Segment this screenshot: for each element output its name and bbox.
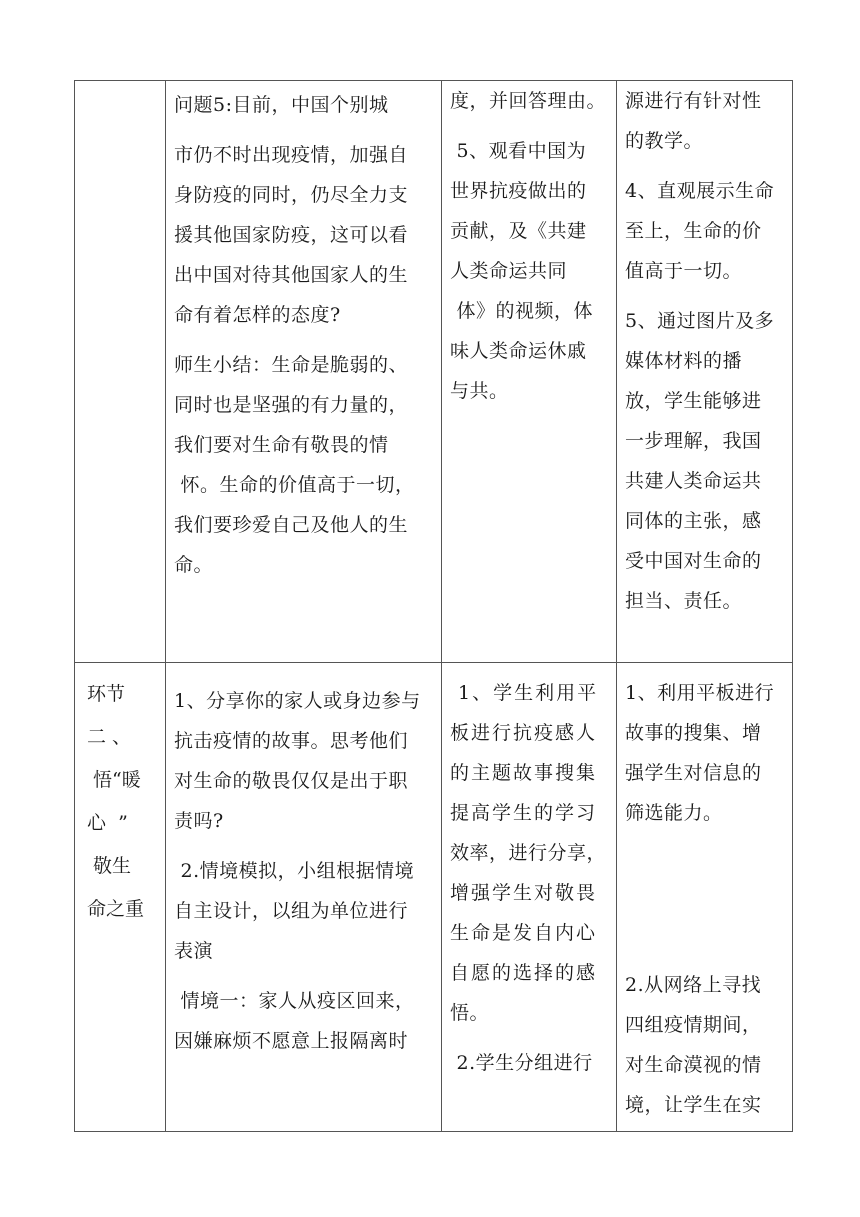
text-line: 5、观看中国为 [450, 140, 587, 162]
text-line: 1、利用平板进行 [625, 682, 775, 704]
text-line: 体》的视频，体 [450, 300, 594, 322]
text-line: 的教学。 [625, 130, 704, 152]
text-line: 同时也是坚强的有力量的， [174, 394, 409, 416]
text-line: 2.情境模拟，小组根据情境 [174, 860, 415, 882]
text-line: 2.学生分组进行 [450, 1052, 593, 1074]
text-line: 表演 [174, 940, 214, 962]
text-line: 怀。生命的价值高于一切， [174, 474, 415, 496]
stage-label-line: 二 、 [87, 726, 132, 748]
text-line: 生命是发自内心 [450, 922, 598, 944]
text-line: 贡献，及《共建 [450, 220, 587, 242]
text-line: 增强学生对敬畏 [450, 882, 598, 904]
text-line: 四组疫情期间， [625, 1014, 762, 1036]
stage-label-line: 敬生 [87, 855, 132, 877]
text-line: 情境一：家人从疫区回来， [174, 990, 415, 1012]
text-line: 1、分享你的家人或身边参与 [174, 690, 421, 712]
text-line: 人类命运共同 [450, 260, 568, 282]
text-line: 一步理解，我国 [625, 430, 762, 452]
text-line: 同体的主张，感 [625, 510, 762, 532]
text-line: 4、直观展示生命 [625, 180, 775, 202]
text-line: 命有着怎样的态度? [174, 304, 341, 326]
text-line: 世界抗疫做出的 [450, 180, 587, 202]
text-line: 源进行有针对性 [625, 90, 762, 112]
text-line: 师生小结：生命是脆弱的、 [174, 354, 409, 376]
text-line: 市仍不时出现疫情，加强自 [174, 144, 409, 166]
text-line: 因嫌麻烦不愿意上报隔离时 [174, 1030, 409, 1052]
text-line: 放，学生能够进 [625, 390, 762, 412]
text-line: 抗击疫情的故事。思考他们 [174, 730, 409, 752]
stage-cell [75, 663, 166, 1132]
text-line: 援其他国家防疫，这可以看 [174, 224, 409, 246]
text-line: 共建人类命运共 [625, 470, 762, 492]
text-line: 值高于一切。 [625, 260, 743, 282]
stage-label-line: 环节 [87, 683, 126, 705]
text-line: 度，并回答理由。 [450, 90, 607, 112]
teacher-activity-cell [166, 663, 442, 1132]
text-line: 对生命的敬畏仅仅是出于职 [174, 770, 409, 792]
text-line: 效率，进行分享， [450, 842, 607, 864]
text-line: 对生命漠视的情 [625, 1054, 762, 1076]
text-line: 我们要珍爱自己及他人的生 [174, 514, 409, 536]
text-line: 板进行抗疫感人 [450, 722, 598, 744]
table-row [75, 663, 793, 1132]
text-line: 受中国对生命的 [625, 550, 762, 572]
stage-label-line: 悟“暖 [87, 769, 141, 791]
text-line: 与共。 [450, 380, 509, 402]
text-line: 我们要对生命有敬畏的情 [174, 434, 389, 456]
teacher-activity-cell [166, 81, 442, 663]
text-line: 命。 [174, 554, 214, 576]
text-line: 境，让学生在实 [625, 1094, 762, 1116]
text-line: 问题5:目前，中国个别城 [174, 94, 389, 116]
text-line: 悟。 [450, 1002, 490, 1024]
text-line: 责吗? [174, 810, 224, 832]
text-line: 2.从网络上寻找 [625, 974, 762, 996]
text-line: 媒体材料的播 [625, 350, 743, 372]
text-line: 出中国对待其他国家人的生 [174, 264, 409, 286]
student-activity-cell [442, 81, 617, 663]
text-line: 1、学生利用平 [450, 682, 599, 704]
lesson-plan-table [74, 80, 793, 1132]
design-intent-cell [617, 81, 793, 663]
text-line: 味人类命运休戚 [450, 340, 587, 362]
stage-label-line: 命之重 [87, 898, 145, 920]
text-line: 提高学生的学习 [450, 802, 598, 824]
design-intent-cell [617, 663, 793, 1132]
text-line: 的主题故事搜集 [450, 762, 598, 784]
text-line: 故事的搜集、增 [625, 722, 762, 744]
student-activity-cell [442, 663, 617, 1132]
text-line: 5、通过图片及多 [625, 310, 775, 332]
text-line: 筛选能力。 [625, 802, 723, 824]
text-line: 担当、责任。 [625, 590, 743, 612]
text-line: 强学生对信息的 [625, 762, 762, 784]
text-line: 自愿的选择的感 [450, 962, 598, 984]
table-row [75, 81, 793, 663]
stage-label-line: 心 ” [87, 812, 128, 834]
text-line: 身防疫的同时，仍尽全力支 [174, 184, 409, 206]
text-line: 至上，生命的价 [625, 220, 762, 242]
text-line: 自主设计，以组为单位进行 [174, 900, 409, 922]
stage-cell [75, 81, 166, 663]
